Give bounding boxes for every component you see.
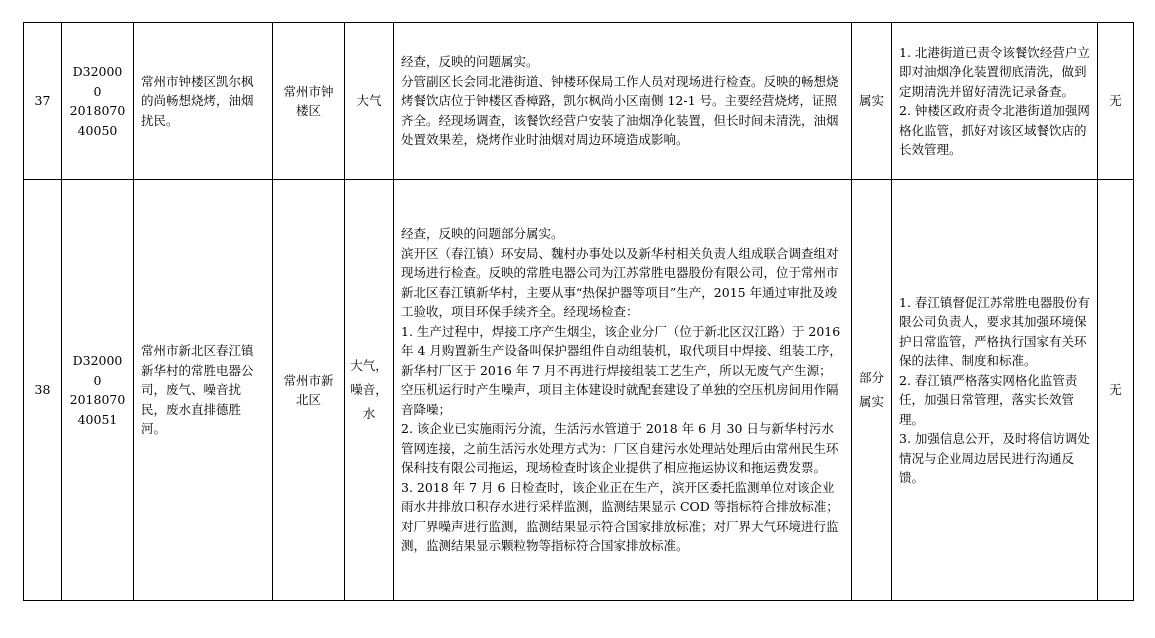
verdict-cell: 属实 <box>852 23 892 180</box>
measure-item: 1. 春江镇督促江苏常胜电器股份有限公司负责人，要求其加强环境保护日常监管，严格执行国家有关环保的法律、制度和标准。 <box>899 294 1090 368</box>
accountability-cell: 无 <box>1098 180 1134 601</box>
verdict-cell: 部分属实 <box>852 180 892 601</box>
code-cell <box>62 180 134 601</box>
findings-paragraph: 经查，反映的问题部分属实。 <box>401 226 564 242</box>
district-cell: 常州市钟楼区 <box>273 23 345 180</box>
code-line: D320000 <box>72 353 123 388</box>
measures-cell <box>892 180 1098 601</box>
findings-paragraph: 3. 2018 年 7 月 6 日检查时，该企业正在生产，滨开区委托监测单位对该企业雨水井排放口积存水进行采样监测，监测结果显示 COD 等指标符合排放标准；对厂界噪声进行监测，监测结果显示符合国家排放标准；对厂界大气环境进行监测，监测结果显示颗粒物等指标符合国家排放标准。 <box>401 479 839 554</box>
table-row <box>24 180 1134 601</box>
findings-paragraph: 1. 生产过程中，焊接工序产生烟尘，该企业分厂（位于新北区汉江路）于 2016 年 4 月购置新生产设备叫保护器组件自动组装机，取代项目中焊接、组装工序，新华村厂区于 2016 年 7 月不再进行焊接组装工艺生产，所以无废气产生源；空压机运行时产生噪声，项目主体建设时就配套建设了单独的空压机房间用作隔音降噪； <box>401 323 842 417</box>
code-line: 40051 <box>77 411 118 427</box>
complaint-cell: 常州市钟楼区凯尔枫的尚畅想烧烤，油烟扰民。 <box>134 23 273 180</box>
table-row <box>24 23 1134 180</box>
code-line: 2018070 <box>69 392 126 407</box>
code-cell <box>62 23 134 180</box>
code-line: 40050 <box>77 122 118 138</box>
measure-item: 1. 北港街道已责令该餐饮经营户立即对油烟净化装置彻底清洗，做到定期清洗并留好清洗记录备查。 <box>899 44 1090 99</box>
code-line: D320000 <box>72 64 123 99</box>
findings-paragraph: 滨开区（春江镇）环安局、魏村办事处以及新华村相关负责人组成联合调查组对现场进行检查。反映的常胜电器公司为江苏常胜电器股份有限公司，位于常州市新北区春江镇新华村，主要从事“热保护器等项目”生产，2015 年通过审批及竣工验收，项目环保手续齐全。经现场检查： <box>401 245 839 320</box>
findings-cell <box>394 23 852 180</box>
measures-cell <box>892 23 1098 180</box>
seq-cell: 37 <box>24 23 62 180</box>
code-line: 2018070 <box>69 103 126 118</box>
accountability-cell: 无 <box>1098 23 1134 180</box>
complaint-cell: 常州市新北区春江镇新华村的常胜电器公司，废气、噪音扰民，废水直排德胜河。 <box>134 180 273 601</box>
pollution-type-cell: 大气，噪音，水 <box>345 180 394 601</box>
measure-item: 2. 春江镇严格落实网格化监管责任，加强日常管理，落实长效管理。 <box>899 372 1078 427</box>
district-cell: 常州市新北区 <box>273 180 345 601</box>
seq-cell: 38 <box>24 180 62 601</box>
findings-cell <box>394 180 852 601</box>
pollution-type-cell: 大气 <box>345 23 394 180</box>
findings-paragraph: 分管副区长会同北港街道、钟楼环保局工作人员对现场进行检查。反映的畅想烧烤餐饮店位于钟楼区香樟路，凯尔枫尚小区南侧 12-1 号。主要经营烧烤，证照齐全。经现场调查，该餐饮经营户安装了油烟净化装置，但长时间未清洗，油烟处置效果差，烧烤作业时油烟对周边环境造成影响。 <box>401 73 839 148</box>
complaint-table <box>23 22 1134 601</box>
measure-item: 2. 钟楼区政府责令北港街道加强网格化监管，抓好对该区域餐饮店的长效管理。 <box>899 103 1090 157</box>
measure-item: 3. 加强信息公开，及时将信访调处情况与企业周边居民进行沟通反馈。 <box>899 431 1090 485</box>
findings-paragraph: 2. 该企业已实施雨污分流，生活污水管道于 2018 年 6 月 30 日与新华村污水管网连接，之前生活污水处理方式为：厂区自建污水处理站处理后由常州民生环保科技有限公司拖运，现场检查时该企业提供了相应拖运协议和拖运费发票。 <box>401 421 839 476</box>
complaint-table-container <box>23 22 1133 601</box>
findings-paragraph: 经查，反映的问题属实。 <box>401 54 539 70</box>
